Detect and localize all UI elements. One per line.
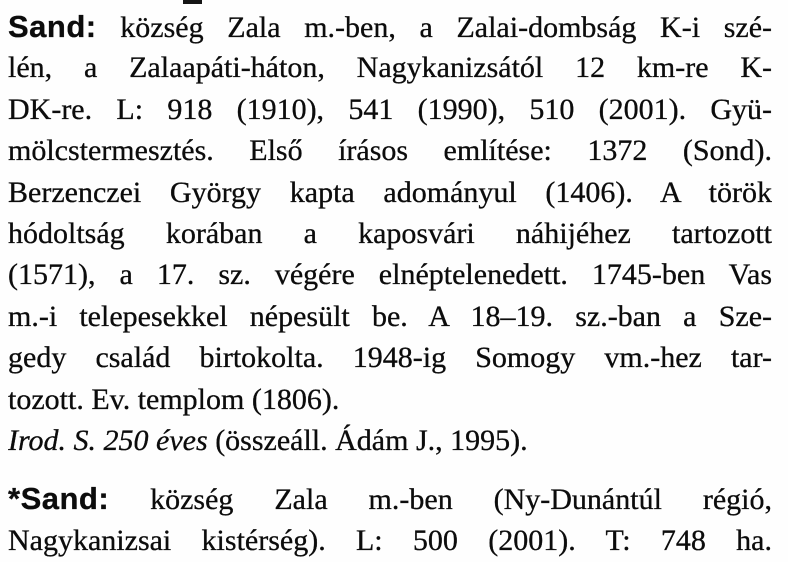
entry-line: [8, 47, 772, 88]
entry-text: m.-i telepesekkel népesült be. A 18–19. sz.-ban a Sze-: [8, 299, 772, 333]
entry-line: [8, 520, 772, 561]
entry-text: (1571), a 17. sz. végére elnéptelenedett. 1745-ben Vas: [8, 258, 772, 292]
entry-line: [8, 379, 772, 420]
entry-text-block: [8, 6, 772, 561]
entry-text: lén, a Zalaapáti-háton, Nagykanizsától 12 km-re K-: [8, 51, 772, 85]
headword-sand-2: *Sand:: [8, 481, 110, 517]
entry-line: [8, 478, 772, 519]
entry-text: község Zala m.-ben, a Zalai-dombság K-i szé-: [96, 11, 772, 44]
bibliography-roman: (összeáll. Ádám J., 1995).: [215, 423, 528, 457]
headword-sand: Sand:: [8, 9, 97, 44]
entry-line: [8, 254, 772, 295]
entry-line: [8, 172, 772, 213]
entry-line: [8, 296, 772, 337]
entry-line: [8, 337, 772, 378]
entry-text: hódoltság korában a kaposvári náhijéhez tartozott: [8, 216, 772, 250]
entry-line: [8, 89, 772, 130]
entry-text: tozott. Ev. templom (1806).: [8, 382, 340, 416]
entry-text: mölcstermesztés. Első írásos említése: 1372 (Sond).: [8, 134, 772, 168]
entry-line: [8, 213, 772, 254]
entry-text: Nagykanizsai kistérség). L: 500 (2001). T: 748 ha.: [8, 523, 772, 557]
entry-text: gedy család birtokolta. 1948-ig Somogy vm.-hez tar-: [8, 341, 772, 375]
entry-line: [8, 6, 772, 47]
entry-text: község Zala m.-ben (Ny-Dunántúl régió,: [109, 483, 772, 517]
entry-text: DK-re. L: 918 (1910), 541 (1990), 510 (2001). Gyü-: [8, 92, 772, 126]
bibliography-italic: Irod. S. 250 éves: [8, 423, 216, 457]
scan-artifact-mark: [183, 0, 202, 4]
entry-text: Berzenczei György kapta adományul (1406). A török: [8, 175, 772, 209]
bibliography-line: [8, 420, 772, 461]
entry-line: [8, 130, 772, 171]
